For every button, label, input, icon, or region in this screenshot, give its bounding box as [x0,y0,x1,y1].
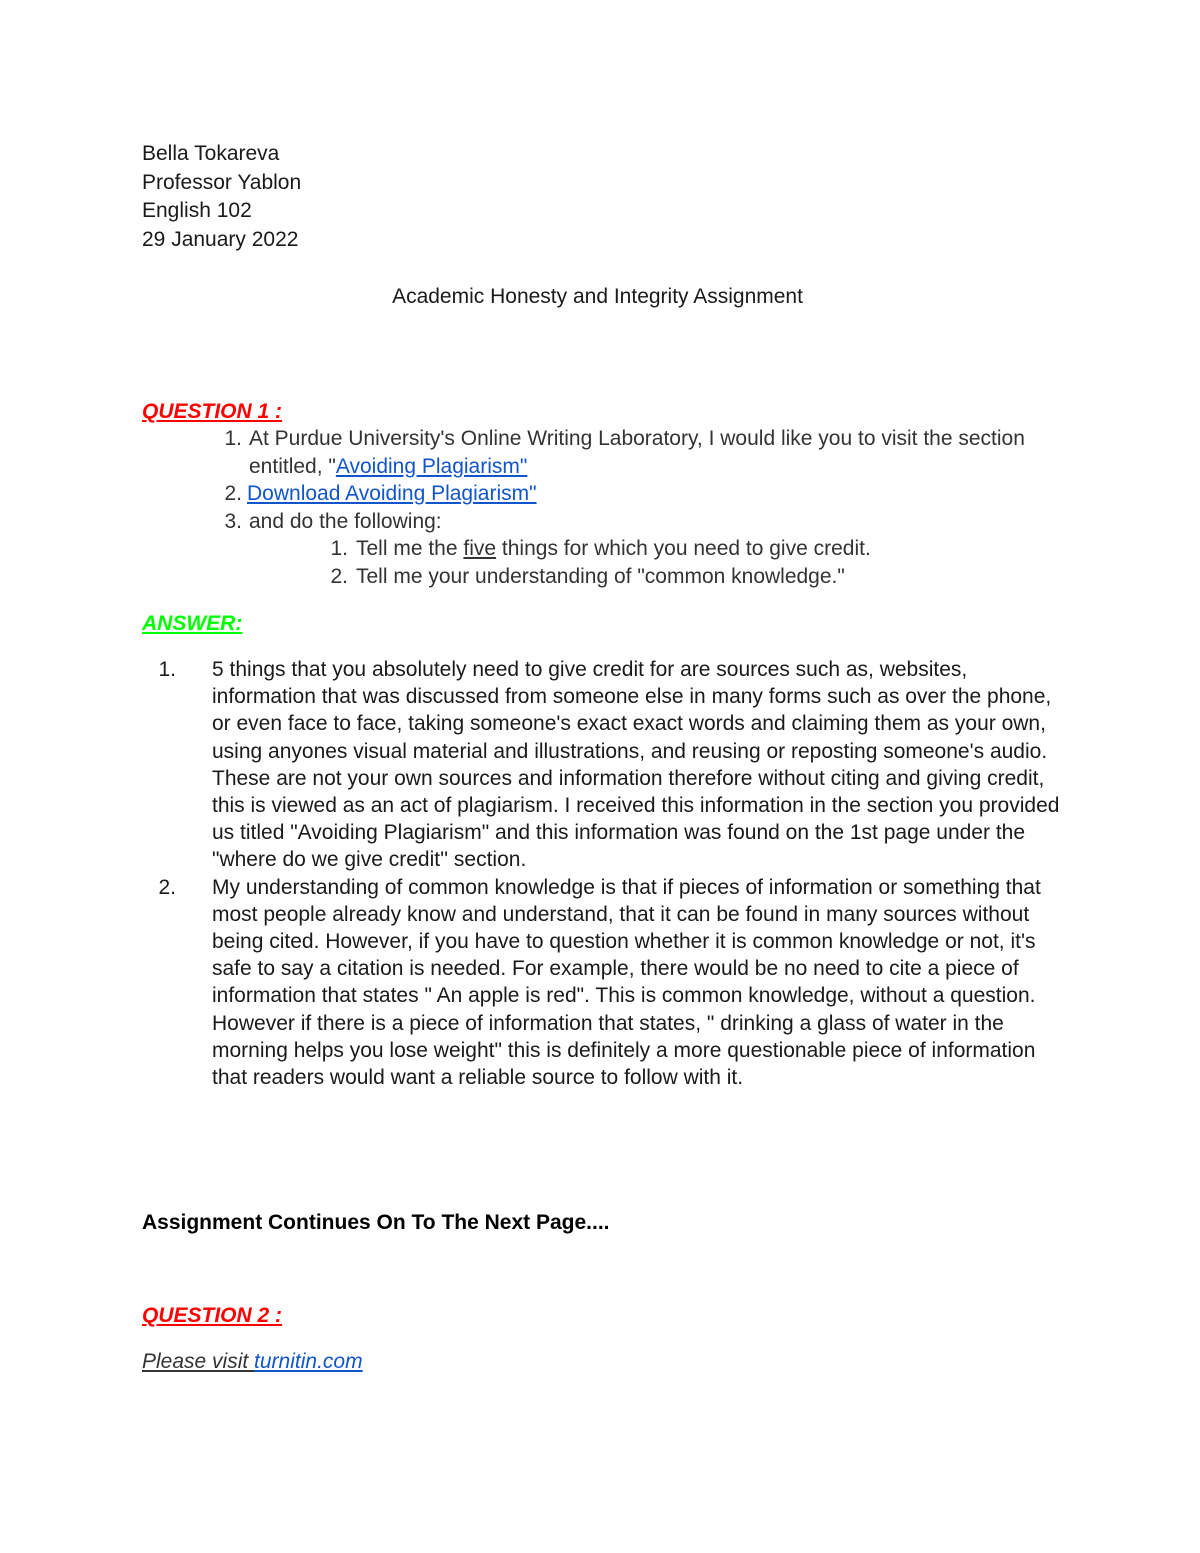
list-item [142,874,1072,1092]
professor-name: Professor Yablon [142,170,302,194]
list-item-text-before: Tell me the [356,537,464,560]
underlined-word: five [463,537,497,560]
avoiding-plagiarism-link[interactable]: Avoiding Plagiarism" [335,454,528,478]
question-1-list [142,425,1072,590]
document-title: Academic Honesty and Integrity Assignment [392,285,803,308]
list-number: 1. [330,537,348,560]
answer-text: My understanding of common knowledge is that if pieces of information or something that most people already know and understand, that it can be found in many sources without being cited. However, if you have to question whether it is common knowledge or not, it's safe to say a citation is needed. For example, there would be no need to cite a piece of information that states " An apple is red". This is common knowledge, without a question. However if there is a piece of information that states, " drinking a glass of water in the morning helps you lose weight" this is definitely a more questionable piece of information that readers would want a reliable source to follow with it. [212,875,1041,1090]
download-avoiding-plagiarism-link[interactable]: Download Avoiding Plagiarism" [247,482,537,505]
document-date: 29 January 2022 [142,227,299,251]
question-1-label: QUESTION 1 : [142,400,283,423]
list-item-text: and do the following: [249,509,442,533]
sub-list-item [142,563,1072,591]
list-item-text [249,425,1072,480]
header-block [142,140,301,254]
answer-text: 5 things that you absolutely need to give credit for are sources such as, websites, information that was discussed from someone else in many forms such as over the phone, or even face to face, taking someone's exact exact words and claiming them as your own, using anyones visual material and illustrations, and reusing or reposting someone's audio. These are not your own sources and information therefore without citing and giving credit, this is viewed as an act of plagiarism. I received this information in the section you provided us titled "Avoiding Plagiarism" and this information was found on the 1st page under the "where do we give credit'' section. [212,658,1060,872]
list-item-text [247,480,1072,508]
list-number: 2. [330,564,348,588]
turnitin-link[interactable]: turnitin.com [254,1350,363,1373]
list-item [142,425,1072,480]
list-number: 1. [224,427,242,450]
visit-line [142,1348,363,1376]
course-name: English 102 [142,199,252,223]
student-name: Bella Tokareva [142,142,280,165]
list-number: 1. [158,658,176,681]
list-item-text [356,535,1072,563]
list-item-text-after: things for which you need to give credit. [496,537,871,560]
answer-label: ANSWER: [142,612,243,635]
visit-text: Please visit [142,1350,255,1373]
list-number: 2. [158,875,176,899]
question-2-label: QUESTION 2 : [142,1304,283,1327]
list-item [142,656,1072,874]
list-item [142,480,1072,508]
answer-list [142,656,1072,1091]
list-item-text: Tell me your understanding of "common knowledge." [356,564,845,588]
list-number: 3. [224,509,242,533]
list-number: 2. [224,482,242,505]
list-item-text-before: At Purdue University's Online Writing Laboratory, I would like you to visit the section entitled, " [249,427,1025,478]
list-item [142,508,1072,536]
sub-list-item [142,535,1072,563]
continues-notice: Assignment Continues On To The Next Page.... [142,1211,610,1234]
